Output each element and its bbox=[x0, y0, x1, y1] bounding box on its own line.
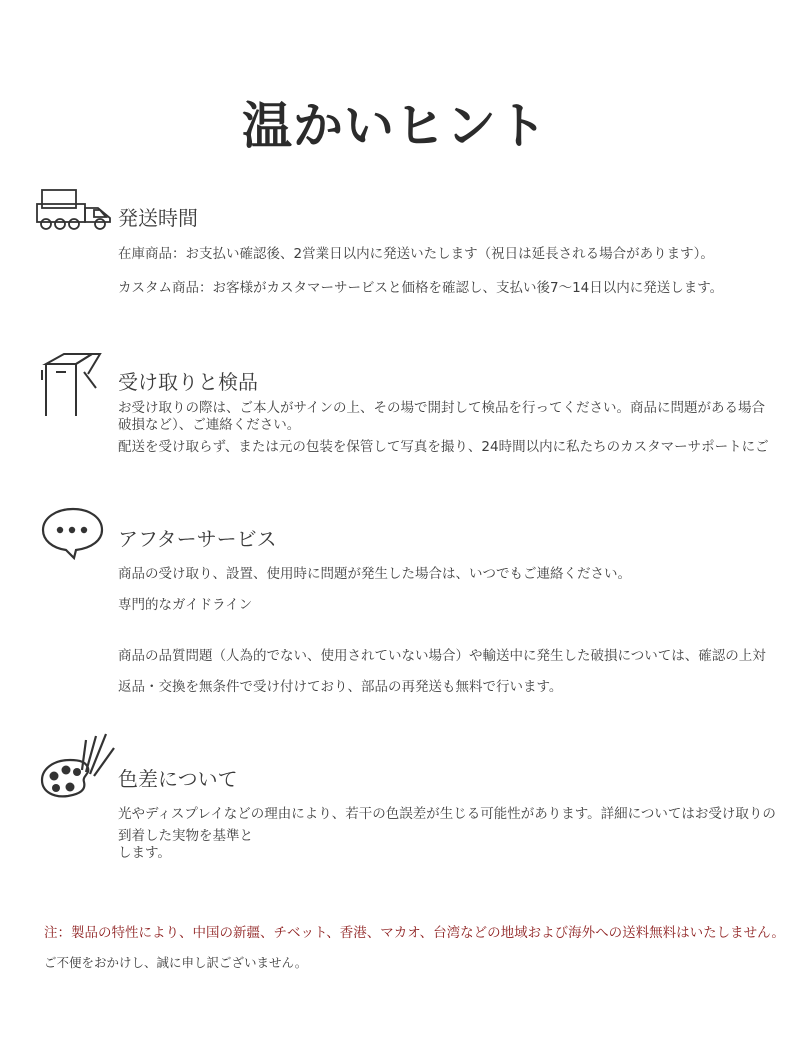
section-line: お受け取りの際は、ご本人がサインの上、その場で開封して検品を行ってください。商品に問題がある場合 bbox=[118, 400, 766, 416]
section-title: アフターサービス bbox=[118, 527, 277, 551]
page-title: 温かいヒント bbox=[242, 97, 548, 155]
section-line: 破損など）、ご連絡ください。 bbox=[118, 417, 301, 433]
chat-bubble-icon bbox=[40, 506, 106, 560]
section-line: 商品の品質問題（人為的でない、使用されていない場合）や輸送中に発生した破損については、確認の上対 bbox=[118, 648, 766, 664]
section-line: 光やディスプレイなどの理由により、若干の色誤差が生じる可能性があります。詳細についてはお受け取りの bbox=[118, 806, 776, 822]
box-icon bbox=[38, 350, 108, 420]
palette-icon bbox=[40, 730, 118, 800]
section-line: 到着した実物を基準と bbox=[118, 828, 253, 844]
section-title: 受け取りと検品 bbox=[118, 370, 258, 394]
section-line: します。 bbox=[118, 845, 171, 861]
section-line: 在庫商品：お支払い確認後、2営業日以内に発送いたします（祝日は延長される場合があります）。 bbox=[118, 246, 714, 262]
section-line: 専門的なガイドライン bbox=[118, 597, 253, 613]
shipping-exclusion-note: 注：製品の特性により、中国の新疆、チベット、香港、マカオ、台湾などの地域および海外への送料無料はいたしません。 bbox=[44, 925, 785, 941]
truck-icon bbox=[34, 186, 114, 234]
section-title: 色差について bbox=[118, 767, 238, 791]
apology-note: ご不便をおかけし、誠に申し訳ございません。 bbox=[44, 955, 308, 970]
section-title: 発送時間 bbox=[118, 206, 198, 230]
section-line: 配送を受け取らず、または元の包装を保管して写真を撮り、24時間以内に私たちのカスタマーサポートにご bbox=[118, 439, 769, 455]
section-line: 商品の受け取り、設置、使用時に問題が発生した場合は、いつでもご連絡ください。 bbox=[118, 566, 631, 582]
section-line: カスタム商品：お客様がカスタマーサービスと価格を確認し、支払い後7〜14日以内に発送します。 bbox=[118, 280, 724, 296]
section-line: 返品・交換を無条件で受け付けており、部品の再発送も無料で行います。 bbox=[118, 679, 563, 695]
